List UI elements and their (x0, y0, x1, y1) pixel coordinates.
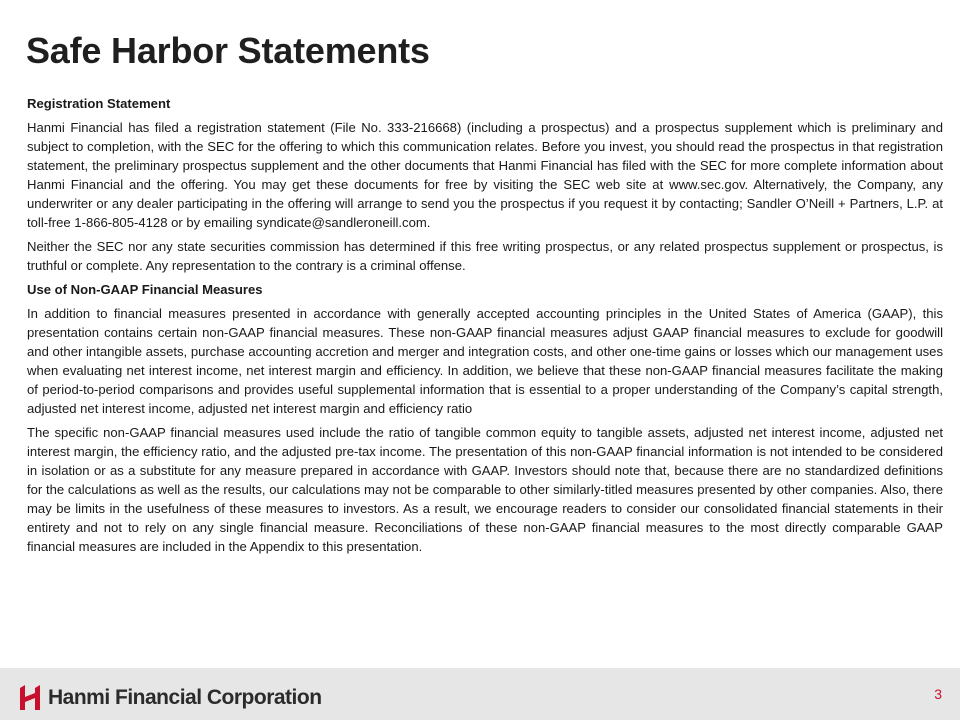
company-logo (18, 683, 322, 713)
page-number: 3 (934, 686, 942, 702)
footer-bar (0, 668, 960, 720)
page-title: Safe Harbor Statements (26, 30, 430, 71)
hanmi-logo-icon (18, 684, 42, 712)
company-name: Hanmi Financial Corporation (48, 686, 322, 709)
content-body (27, 94, 943, 561)
registration-statement-heading: Registration Statement (27, 96, 171, 111)
sec-disclaimer-paragraph: Neither the SEC nor any state securities commission has determined if this free writing prospectus, or any related prospectus supplement or prospectus, is truthful or complete. Any representation to the contrary is a criminal offense. (27, 239, 943, 273)
registration-statement-paragraph: Hanmi Financial has filed a registration statement (File No. 333-216668) (including a prospectus) and a prospectus supplement which is preliminary and subject to completion, with the SEC for the offering to which this communication relates. Before you invest, you should read the prospectus in that registration statement, the preliminary prospectus supplement and the other documents that Hanmi Financial has filed with the SEC for more complete information about Hanmi Financial and the offering. You may get these documents for free by visiting the SEC web site at www.sec.gov. Alternatively, the Company, any underwriter or any dealer participating in the offering will arrange to send you the prospectus if you request it by contacting; Sandler O’Neill + Partners, L.P. at toll-free 1-866-805-4128 or by emailing syndicate@sandleroneill.com. (27, 120, 943, 230)
non-gaap-paragraph-2: The specific non-GAAP financial measures used include the ratio of tangible common equity to tangible assets, adjusted net interest income, adjusted net interest margin, the efficiency ratio, and the adjusted pre-tax income. The presentation of this non-GAAP financial information is not intended to be considered in isolation or as a substitute for any measure prepared in accordance with GAAP. Investors should note that, because there are no standardized definitions for the calculations as well as the results, our calculations may not be comparable to other similarly-titled measures presented by other companies. Also, there may be limits in the usefulness of these measures to investors. As a result, we encourage readers to consider our consolidated financial statements in their entirety and not to rely on any single financial measure. Reconciliations of these non-GAAP financial measures to the most directly comparable GAAP financial measures are included in the Appendix to this presentation. (27, 425, 943, 554)
non-gaap-paragraph-1: In addition to financial measures presented in accordance with generally accepted accounting principles in the United States of America (GAAP), this presentation contains certain non-GAAP financial measures. These non-GAAP financial measures adjust GAAP financial measures to exclude for goodwill and other intangible assets, purchase accounting accretion and merger and integration costs, and other one-time gains or losses which our management uses when evaluating net interest income, net interest margin and efficiency. In addition, we believe that these non-GAAP financial measures facilitate the making of period-to-period comparisons and provides useful supplemental information that is essential to a proper understanding of the Company’s capital strength, adjusted net interest income, adjusted net interest margin and efficiency ratio (27, 306, 943, 416)
non-gaap-heading: Use of Non-GAAP Financial Measures (27, 282, 263, 297)
